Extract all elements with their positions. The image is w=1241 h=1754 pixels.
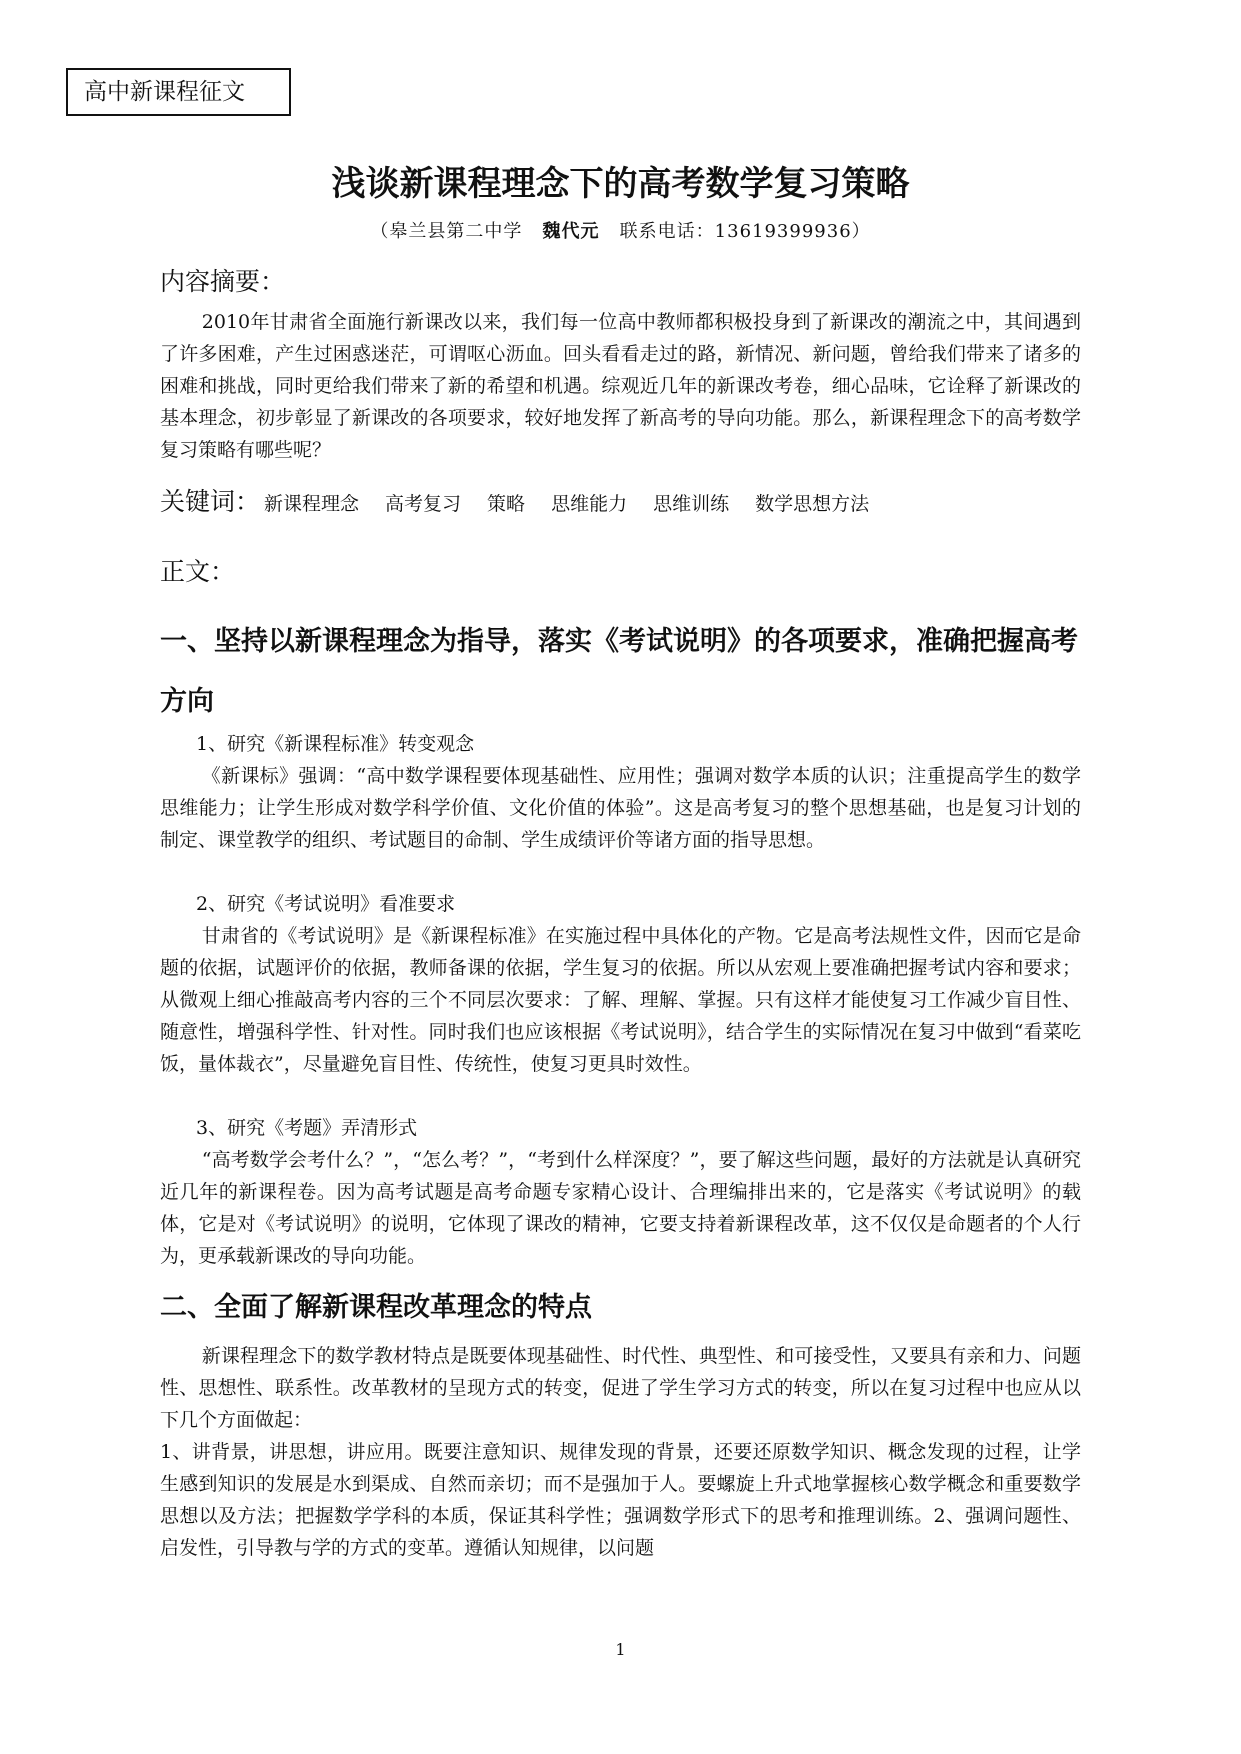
- section1-paragraph2: 甘肃省的《考试说明》是《新课程标准》在实施过程中具体化的产物。它是高考法规性文件，因而它是命题的依据，试题评价的依据，教师备课的依据，学生复习的依据。所以从宏观上要准确把握考试内容和要求；从微观上细心推敲高考内容的三个不同层次要求：了解、理解、掌握。只有这样才能使复习工作减少盲目性、随意性，增强科学性、针对性。同时我们也应该根据《考试说明》，结合学生的实际情况在复习中做到“看菜吃饭，量体裁衣”，尽量避免盲目性、传统性，使复习更具时效性。: [160, 925, 1081, 1075]
- keyword-item: 高考复习: [385, 493, 462, 515]
- author-phone: 联系电话：13619399936: [619, 221, 852, 242]
- keyword-item: 思维能力: [551, 493, 628, 515]
- section1-sub1: 1、研究《新课程标准》转变观念: [196, 733, 475, 755]
- author-name: 魏代元: [542, 221, 600, 242]
- author-open-paren: （: [370, 221, 390, 242]
- page-number: 1: [615, 1640, 626, 1659]
- section2-heading: 二、全面了解新课程改革理念的特点: [160, 1292, 592, 1323]
- author-line: [0, 218, 1241, 246]
- abstract-text: 2010年甘肃省全面施行新课改以来，我们每一位高中教师都积极投身到了新课改的潮流之中，其间遇到了许多困难，产生过困惑迷茫，可谓呕心沥血。回头看看走过的路，新情况、新问题，曾给我们带来了诸多的困难和挑战，同时更给我们带来了新的希望和机遇。综观近几年的新课改考卷，细心品味，它诠释了新课改的基本理念，初步彰显了新课改的各项要求，较好地发挥了新高考的导向功能。那么，新课程理念下的高考数学复习策略有哪些呢？: [160, 311, 1081, 461]
- keyword-item: 思维训练: [653, 493, 730, 515]
- header-tag-box: 高中新课程征文: [66, 68, 291, 116]
- section1-sub3: 3、研究《考题》弄清形式: [196, 1117, 418, 1139]
- author-school: 皋兰县第二中学: [389, 221, 523, 242]
- main-heading: 正文：: [160, 557, 236, 586]
- author-close-paren: ）: [851, 221, 871, 242]
- keyword-item: 数学思想方法: [755, 493, 870, 515]
- document-title: 浅谈新课程理念下的高考数学复习策略: [331, 164, 910, 204]
- section1-paragraph3: “高考数学会考什么？”，“怎么考？”，“考到什么样深度？”，要了解这些问题，最好的方法就是认真研究近几年的新课程卷。因为高考试题是高考命题专家精心设计、合理编排出来的，它是落实《考试说明》的载体，它是对《考试说明》的说明，它体现了课改的精神，它要支持着新课程改革，这不仅仅是命题者的个人行为，更承载新课改的导向功能。: [160, 1149, 1081, 1267]
- section1-heading: 一、坚持以新课程理念为指导，落实《考试说明》的各项要求，准确把握高考方向: [160, 626, 1078, 717]
- section1-paragraph1: 《新课标》强调：“高中数学课程要体现基础性、应用性；强调对数学本质的认识；注重提高学生的数学思维能力；让学生形成对数学科学价值、文化价值的体验”。这是高考复习的整个思想基础，也是复习计划的制定、课堂教学的组织、考试题目的命制、学生成绩评价等诸方面的指导思想。: [160, 765, 1081, 851]
- keywords-label: 关键词：: [160, 487, 261, 516]
- keyword-item: 新课程理念: [264, 493, 360, 515]
- section2-paragraph1: 新课程理念下的数学教材特点是既要体现基础性、时代性、典型性、和可接受性，又要具有亲和力、问题性、思想性、联系性。改革教材的呈现方式的转变，促进了学生学习方式的转变，所以在复习过程中也应从以下几个方面做起：: [160, 1345, 1081, 1431]
- section2-paragraph2: 1、讲背景，讲思想，讲应用。既要注意知识、规律发现的背景，还要还原数学知识、概念发现的过程，让学生感到知识的发展是水到渠成、自然而亲切；而不是强加于人。要螺旋上升式地掌握核心数学概念和重要数学思想以及方法；把握数学学科的本质，保证其科学性；强调数学形式下的思考和推理训练。2、强调问题性、启发性，引导教与学的方式的变革。遵循认知规律，以问题: [160, 1441, 1081, 1559]
- keyword-item: 策略: [487, 493, 526, 515]
- abstract-heading: 内容摘要：: [160, 267, 286, 296]
- section1-sub2: 2、研究《考试说明》看准要求: [196, 893, 456, 915]
- keywords-line: [160, 482, 1081, 526]
